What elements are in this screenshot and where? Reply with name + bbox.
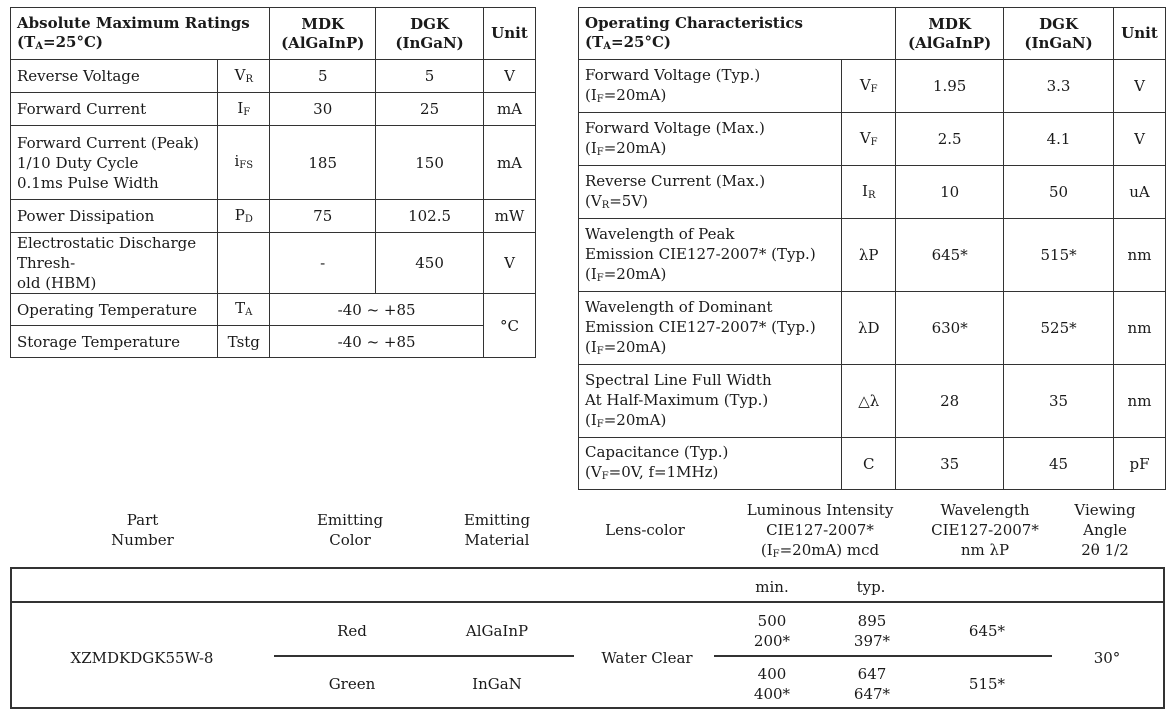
param-cell: Storage Temperature <box>11 326 218 358</box>
unit-cell: V <box>483 233 535 294</box>
amr-condition: $(T_A=25^\circ C)$ <box>17 32 104 52</box>
param-cell: Forward Voltage (Max.) $(I_F=20mA)$ <box>579 113 842 166</box>
unit-cell: °C <box>483 294 535 358</box>
param-cell: Forward Current <box>11 93 218 126</box>
dgk-value: 5 <box>376 60 484 93</box>
symbol-cell: Tstg <box>218 326 270 358</box>
mdk-value: 185 <box>270 126 376 200</box>
param-cell: Wavelength of Peak Emission CIE127-2007* (Typ.) $(I_F=20mA)$ <box>579 219 842 292</box>
lens-color-value: Water Clear <box>601 649 693 667</box>
intensity-min: 400 400* <box>753 665 791 703</box>
part-number: XZMDKDGK55W-8 <box>70 649 214 667</box>
amr-col-dgk: DGK (InGaN) <box>376 8 484 60</box>
unit-cell: nm <box>1113 219 1165 292</box>
param-cell: Wavelength of Dominant Emission CIE127-2007* (Typ.) $(I_F=20mA)$ <box>579 292 842 365</box>
subheader-min: min. <box>755 578 789 596</box>
row-divider <box>274 655 574 657</box>
table-row <box>579 438 1166 490</box>
table-row <box>11 326 536 358</box>
table-row <box>579 292 1166 365</box>
emitting-color-red: Red <box>337 622 367 640</box>
table-row <box>11 93 536 126</box>
unit-cell: pF <box>1113 438 1165 490</box>
table-row <box>579 166 1166 219</box>
unit-cell: uA <box>1113 166 1165 219</box>
oc-header-row <box>579 8 1166 60</box>
symbol-cell: $V_F$ <box>842 60 896 113</box>
table-row <box>11 294 536 326</box>
table-row <box>579 60 1166 113</box>
amr-title: Absolute Maximum Ratings <box>17 13 250 32</box>
dgk-value: 45 <box>1004 438 1114 490</box>
intensity-typ: 647 647* <box>853 665 891 703</box>
table-row <box>11 126 536 200</box>
part-number-table <box>10 567 1165 709</box>
emitting-material: AlGaInP <box>465 622 529 640</box>
amr-col-unit: Unit <box>483 8 535 60</box>
symbol-cell: $P_D$ <box>218 200 270 233</box>
header-wavelength: Wavelength CIE127-2007* nm λP <box>931 501 1039 559</box>
mdk-value: 1.95 <box>896 60 1004 113</box>
symbol-cell: λD <box>842 292 896 365</box>
dgk-value: 150 <box>376 126 484 200</box>
table-row <box>579 365 1166 438</box>
table-row <box>11 200 536 233</box>
unit-cell: nm <box>1113 365 1165 438</box>
absolute-maximum-ratings-table <box>10 7 536 358</box>
header-part-number: Part Number <box>111 511 174 549</box>
header-divider <box>12 601 1163 603</box>
dgk-value: 515* <box>1004 219 1114 292</box>
unit-cell: mA <box>483 93 535 126</box>
dgk-value: 525* <box>1004 292 1114 365</box>
mdk-value: - <box>270 233 376 294</box>
oc-col-mdk: MDK (AlGaInP) <box>896 8 1004 60</box>
param-cell: Reverse Current (Max.) $(V_R=5V)$ <box>579 166 842 219</box>
oc-condition: $(T_A=25^\circ C)$ <box>585 32 672 52</box>
dgk-value: 4.1 <box>1004 113 1114 166</box>
mdk-value: 5 <box>270 60 376 93</box>
param-cell: Operating Temperature <box>11 294 218 326</box>
dgk-value: 35 <box>1004 365 1114 438</box>
mdk-value: 630* <box>896 292 1004 365</box>
emitting-color-green: Green <box>328 675 376 693</box>
wavelength-value: 645* <box>968 622 1006 640</box>
symbol-cell: λP <box>842 219 896 292</box>
dgk-value: 3.3 <box>1004 60 1114 113</box>
mdk-value: 35 <box>896 438 1004 490</box>
param-cell: Capacitance (Typ.) ($V_F=0V$, f=1MHz) <box>579 438 842 490</box>
table-row <box>579 113 1166 166</box>
mdk-value: 2.5 <box>896 113 1004 166</box>
operating-characteristics-table <box>578 7 1166 490</box>
wavelength-value: 515* <box>968 675 1006 693</box>
mdk-value: 75 <box>270 200 376 233</box>
symbol-cell: $I_F$ <box>218 93 270 126</box>
amr-title-cell <box>11 8 270 60</box>
symbol-cell: $I_R$ <box>842 166 896 219</box>
table-row <box>579 219 1166 292</box>
row-divider <box>714 655 1052 657</box>
viewing-angle-value: 30° <box>1093 649 1121 667</box>
symbol-cell: $T_A$ <box>218 294 270 326</box>
oc-col-unit: Unit <box>1113 8 1165 60</box>
amr-header-row <box>11 8 536 60</box>
mdk-value: 28 <box>896 365 1004 438</box>
unit-cell: V <box>1113 60 1165 113</box>
header-luminous-intensity: Luminous Intensity CIE127-2007* $(I_F=20mA)$ mcd <box>746 501 894 560</box>
unit-cell: V <box>483 60 535 93</box>
range-value: -40 ~ +85 <box>270 294 484 326</box>
mdk-value: 30 <box>270 93 376 126</box>
mdk-value: 645* <box>896 219 1004 292</box>
param-cell: Reverse Voltage <box>11 60 218 93</box>
unit-cell: mA <box>483 126 535 200</box>
range-value: -40 ~ +85 <box>270 326 484 358</box>
intensity-typ: 895 397* <box>853 612 891 650</box>
unit-cell: nm <box>1113 292 1165 365</box>
header-emitting-material: Emitting Material <box>463 511 531 549</box>
mdk-value: 10 <box>896 166 1004 219</box>
amr-col-mdk: MDK (AlGaInP) <box>270 8 376 60</box>
header-viewing-angle: Viewing Angle 2θ 1/2 <box>1074 501 1136 559</box>
table-row <box>11 233 536 294</box>
subheader-typ: typ. <box>856 578 886 596</box>
header-lens-color: Lens-color <box>605 521 685 539</box>
dgk-value: 102.5 <box>376 200 484 233</box>
symbol-cell <box>218 233 270 294</box>
param-cell: Forward Voltage (Typ.) $(I_F=20mA)$ <box>579 60 842 113</box>
symbol-cell: $V_F$ <box>842 113 896 166</box>
oc-title: Operating Characteristics <box>585 13 804 32</box>
dgk-value: 450 <box>376 233 484 294</box>
unit-cell: V <box>1113 113 1165 166</box>
param-cell: Power Dissipation <box>11 200 218 233</box>
intensity-min: 500 200* <box>753 612 791 650</box>
param-cell: Forward Current (Peak) 1/10 Duty Cycle 0.1ms Pulse Width <box>11 126 218 200</box>
symbol-cell: △λ <box>842 365 896 438</box>
emitting-material: InGaN <box>472 675 522 693</box>
oc-title-cell <box>579 8 896 60</box>
unit-cell: mW <box>483 200 535 233</box>
symbol-cell: C <box>842 438 896 490</box>
symbol-cell: $V_R$ <box>218 60 270 93</box>
param-cell: Spectral Line Full Width At Half-Maximum (Typ.) $(I_F=20mA)$ <box>579 365 842 438</box>
param-cell: Electrostatic Discharge Thresh- old (HBM) <box>11 233 218 294</box>
dgk-value: 25 <box>376 93 484 126</box>
table-row <box>11 60 536 93</box>
symbol-cell: $i_{FS}$ <box>218 126 270 200</box>
dgk-value: 50 <box>1004 166 1114 219</box>
header-emitting-color: Emitting Color <box>316 511 384 549</box>
oc-col-dgk: DGK (InGaN) <box>1004 8 1114 60</box>
